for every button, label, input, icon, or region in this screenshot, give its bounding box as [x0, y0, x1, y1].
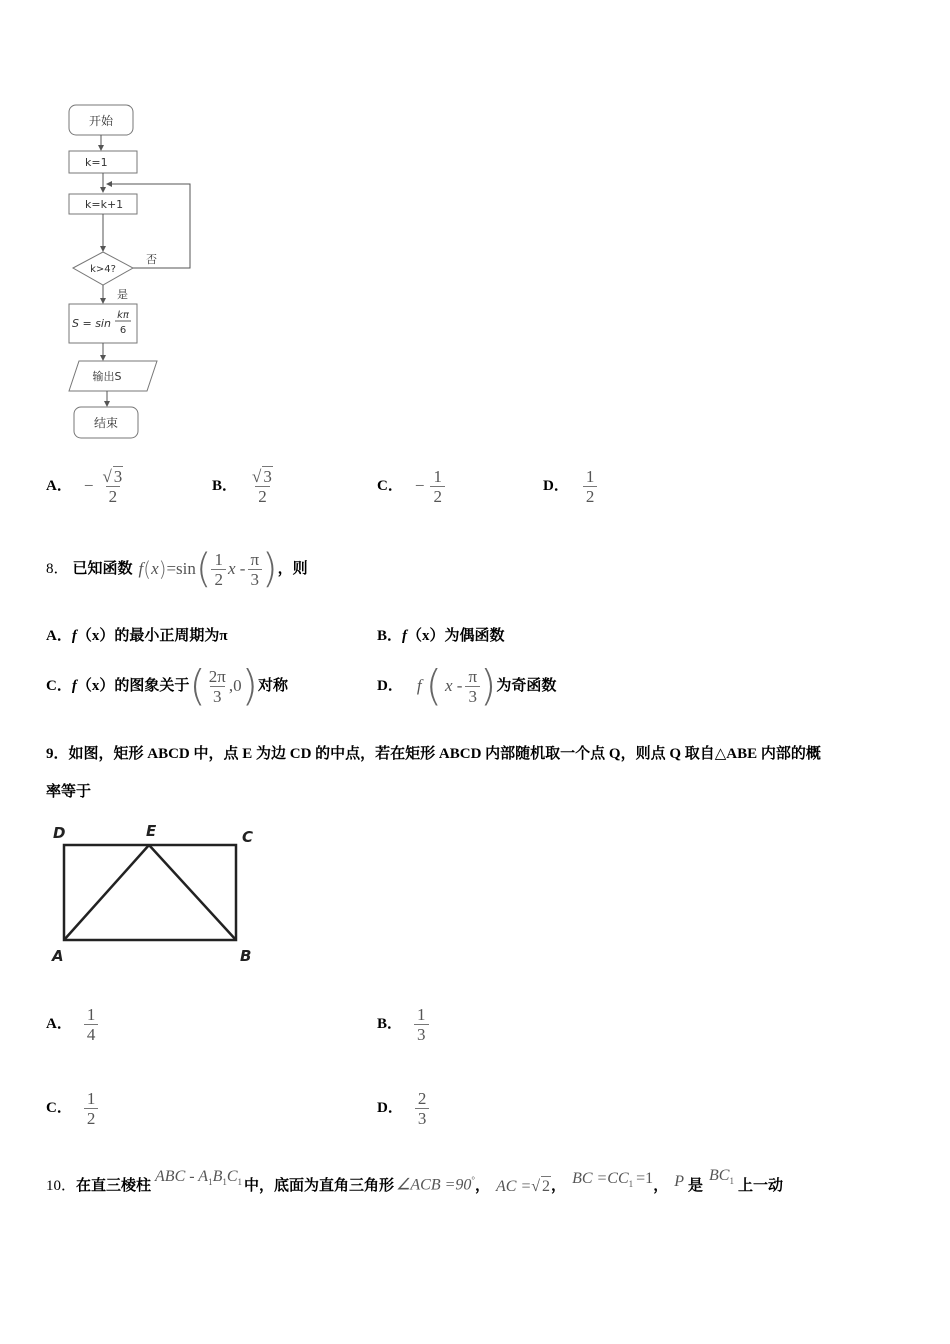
q9-option-a-frac	[84, 1005, 99, 1044]
q9-option-d-frac	[415, 1089, 430, 1128]
q10-ac-val: 2	[542, 1177, 551, 1195]
q8-option-d-label: D．	[377, 678, 403, 694]
q10-comma-3: ，	[653, 1178, 669, 1194]
q7-option-b-num: 3	[263, 467, 272, 486]
q7-option-b-den: 2	[255, 486, 270, 506]
q10-bc: BC =CC	[572, 1170, 629, 1188]
q9-option-c-label: C．	[46, 1100, 72, 1116]
q9-option-a-den: 4	[84, 1024, 99, 1044]
q9-option-d[interactable]	[377, 1082, 429, 1134]
q8-option-a-text: （x）的最小正周期为π	[76, 628, 228, 644]
flow-no-label: 否	[146, 253, 157, 266]
q8-option-c-frac-num: 2π	[208, 666, 226, 686]
q9-option-d-label: D．	[377, 1100, 403, 1116]
q7-option-d-num: 1	[585, 466, 595, 486]
q8-option-d-frac-den: 3	[465, 686, 480, 706]
q8-option-d-frac	[465, 667, 480, 706]
q9-rectangle-figure	[45, 818, 270, 970]
q9-option-a-label: A．	[46, 1016, 72, 1032]
q9-option-a-num: 1	[86, 1004, 96, 1024]
q8-option-b[interactable]	[377, 626, 505, 646]
q8-text-after: ，则	[277, 561, 308, 577]
q8-option-c-after: 对称	[257, 678, 288, 694]
flow-end-text: 结束	[93, 416, 119, 430]
q7-option-c-sign: −	[414, 476, 425, 495]
q8-option-a-f: f	[71, 628, 77, 644]
q7-option-c-num: 1	[433, 466, 442, 486]
q10-prism-sub-a: 1	[208, 1177, 213, 1188]
q8-func-lhs: f	[138, 559, 144, 578]
q9-option-d-num: 2	[417, 1088, 427, 1108]
flow-formula-lhs: S = sin	[72, 317, 111, 330]
q8-option-c-zero: ,0	[228, 676, 242, 695]
flowchart	[50, 95, 210, 445]
q8-text-before: 已知函数	[72, 561, 133, 577]
q9-label-c: C	[242, 828, 254, 846]
flow-update-text: k=k+1	[85, 198, 124, 211]
q8-func-var: x	[151, 559, 159, 578]
q9-label-e: E	[146, 822, 157, 840]
q10-prism-c: C	[226, 1168, 238, 1186]
q10-text3: 是	[687, 1178, 703, 1194]
q8-option-c-text: （x）的图象关于	[76, 678, 190, 694]
q8-option-c-frac-den: 3	[210, 686, 225, 706]
q7-option-b-label: B．	[212, 478, 238, 494]
flow-init-text: k=1	[85, 156, 108, 169]
q8-frac1	[211, 550, 226, 589]
q7-option-d-den: 2	[583, 486, 598, 506]
q8-option-d-inner: x -	[444, 676, 463, 695]
q8-frac1-den: 2	[211, 569, 226, 589]
q10-prism-b: B	[212, 1168, 223, 1186]
q7-option-a-sign: −	[83, 476, 94, 495]
q10-ac: AC =	[496, 1177, 532, 1195]
q9-option-a[interactable]	[46, 998, 98, 1050]
q8-option-d-f: f	[416, 676, 422, 695]
q8-frac2-den: 3	[248, 569, 263, 589]
q8-frac2-num: π	[250, 549, 260, 569]
q10-text1: 在直三棱柱	[76, 1178, 152, 1194]
q8-option-b-label: B．	[377, 628, 403, 644]
q10-deg: °	[471, 1175, 475, 1186]
q9-option-c-den: 2	[84, 1108, 99, 1128]
q9-stem-line1: 9．如图，矩形 ABCD 中，点 E 为边 CD 的中点，若在矩形 ABCD 内部随机取一个点 Q，则点 Q 取自△ABE 内部的概	[46, 746, 821, 762]
q7-option-c-den: 2	[430, 486, 445, 506]
q9-label-d: D	[53, 824, 66, 842]
q9-stem-line2: 率等于	[46, 784, 92, 800]
q10-comma-2: ，	[551, 1178, 567, 1194]
q10-prism: ABC - A	[155, 1168, 209, 1186]
q10-bc-val: =1	[636, 1170, 654, 1188]
q10-prism-sub-b: 1	[222, 1177, 227, 1188]
q9-option-b-label: B．	[377, 1016, 403, 1032]
q8-option-c[interactable]: C． f （x）的图象关于 ( $\frac{2\pi}{3}$ ,0 ) 对称	[46, 661, 288, 710]
q9-option-b-den: 3	[414, 1024, 429, 1044]
flow-formula-den: 6	[119, 325, 127, 336]
q9-option-d-den: 3	[415, 1108, 430, 1128]
q8-option-d-after: 为奇函数	[496, 678, 557, 694]
flow-yes-label: 是	[117, 288, 128, 301]
q10-number: 10．	[46, 1178, 77, 1194]
q8-option-d-frac-num: π	[468, 666, 478, 686]
q10-p: P	[674, 1173, 684, 1190]
q8-frac1-num: 1	[214, 549, 223, 569]
q8-option-a-label: A．	[46, 628, 72, 644]
q8-option-d[interactable]: D． f ( x - $\frac{\pi}{3}$ ) 为奇函数	[377, 661, 557, 710]
q7-option-d[interactable]	[543, 460, 597, 512]
q9-label-b: B	[240, 947, 252, 965]
q9-option-c-frac	[84, 1089, 99, 1128]
q7-option-a[interactable]	[46, 460, 126, 512]
flow-formula-num: kπ	[117, 310, 129, 321]
q7-option-c[interactable]	[377, 460, 445, 512]
q7-option-a-den: 2	[106, 486, 121, 506]
q7-option-b-fraction: $\frac{√ 3}{2}$	[252, 467, 272, 506]
flow-start-text: 开始	[88, 114, 114, 128]
q10-angle: ∠ACB =90	[396, 1176, 472, 1194]
q8-option-b-f: f	[402, 628, 408, 644]
q10-bc1-sub: 1	[729, 1176, 734, 1187]
flow-output-text: 输出S	[92, 370, 122, 383]
q7-option-c-fraction	[430, 467, 445, 506]
q9-label-a: A	[52, 947, 64, 965]
q8-func-eq: =sin	[166, 559, 196, 578]
flow-condition-text: k>4?	[90, 264, 116, 275]
q7-option-b[interactable]	[212, 460, 276, 512]
q7-option-d-fraction	[583, 467, 598, 506]
q8-option-b-text: （x）为偶函数	[407, 628, 505, 644]
q10-prism-sub-c: 1	[237, 1177, 243, 1188]
q7-option-a-label: A．	[46, 478, 72, 494]
q10-text4: 上一动	[737, 1178, 783, 1194]
q9-option-c-num: 1	[86, 1088, 96, 1108]
q9-option-b-num: 1	[417, 1004, 426, 1024]
q10-bc-sub: 1	[628, 1179, 634, 1190]
q10-bc1: BC	[709, 1167, 730, 1185]
q9-option-c[interactable]	[46, 1082, 98, 1134]
q8-option-c-f: f	[71, 678, 77, 694]
q7-option-c-label: C．	[377, 478, 403, 494]
q8-stem: 8． 已知函数 f ( x ) =sin ( $\frac{1}{2}$ x - $\frac{\pi}{3}$ ) ，则	[46, 546, 308, 592]
q8-option-c-label: C．	[46, 678, 72, 694]
q8-option-c-frac	[206, 667, 229, 706]
q10-text2: 中，底面为直角三角形	[244, 1178, 395, 1194]
q9-option-b-frac	[414, 1005, 429, 1044]
q10-comma-1: ，	[475, 1178, 491, 1194]
q7-option-a-num: 3	[113, 467, 123, 486]
q8-inner-x: x -	[227, 559, 246, 578]
q8-option-a[interactable]	[46, 626, 228, 646]
q9-option-b[interactable]	[377, 998, 429, 1050]
q10-stem: 10． 在直三棱柱 ABC - $A_1B_1C_1$ 中，底面为直角三角形 ∠ACB =90° ， AC =√ 2 ， BC $=CC_1 =1$ ， P 是 $BC_1$ 上一动	[46, 1167, 783, 1195]
q8-frac2	[247, 550, 262, 589]
q7-option-d-label: D．	[543, 478, 569, 494]
q8-number: 8．	[46, 561, 69, 577]
q7-option-a-fraction: $\frac{√ 3}{2}$	[102, 467, 123, 506]
